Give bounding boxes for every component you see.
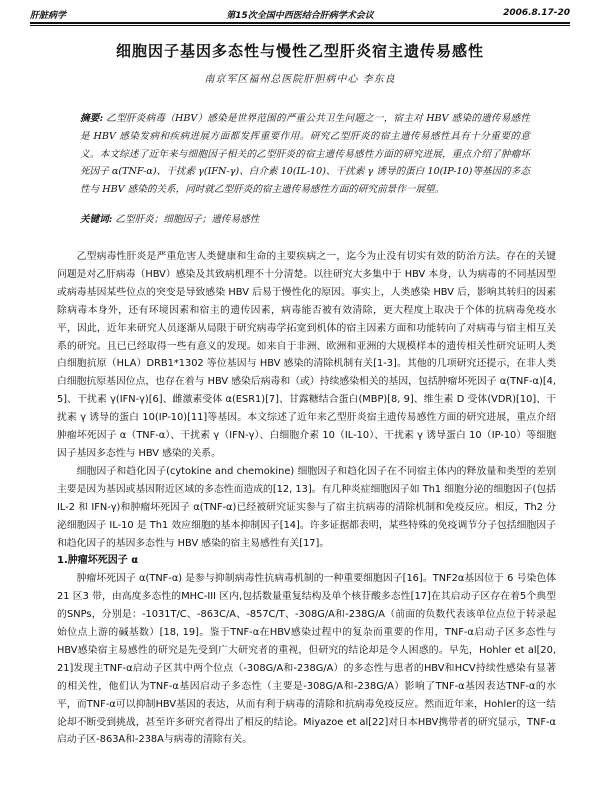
- header-left: 肝脏病学: [30, 11, 67, 21]
- abstract-text: 乙型肝炎病毒（HBV）感染是世界范围的严重公共卫生问题之一，宿主对 HBV 感染的遗传易感性是 HBV 感染发病和疾病进展方面都发挥重要作用。研究乙型肝炎的宿主遗传易感性具有十分重要的意义。本文综述了近年来与细胞因子相关的乙型肝炎的宿主遗传易感性方面的研究进展，重点介绍了肿瘤坏死因子 α(TNF-α)、干扰素 γ(IFN-γ)、白介素 10(IL-10)、干扰素 γ 诱导的蛋白 10(IP-10)等基因的多态性与 HBV 感染的关系，同时就乙型肝炎的宿主遗传易感性方面的研究前景作一展望。: [80, 113, 530, 196]
- abstract-label: 摘要:: [80, 113, 104, 124]
- main-body: [57, 248, 556, 749]
- intro-paragraph-1: 乙型病毒性肝炎是严重危害人类健康和生命的主要疾病之一，迄今为止没有切实有效的防治方法。存在的关键问题是对乙肝病毒（HBV）感染及其致病机理不十分清楚。以往研究大多集中于 HBV 本身，认为病毒的不同基因型或病毒基因某些位点的突变是导致感染 HBV 后易于慢性化的原因。事实上，人类感染 HBV 后，影响其转归的因素除病毒本身外，还有环境因素和宿主的遗传因素，病毒能否被有效清除，更大程度上取决于个体的抗病毒免疫水平，因此，近年来研究人员逐渐从局限于研究病毒学拓宽到机体的宿主因素方面和功能转向了对病毒与宿主相互关系的研究。且已已经取得一些有意义的发现。如来自于非洲、欧洲和亚洲的大规模样本的遗传相关性研究证明人类白细胞抗原（HLA）DRB1*1302 等位基因与 HBV 感染的清除机制有关[1-3]。其他的几项研究还提示，在非人类白细胞抗原基因位点，也存在着与 HBV 感染后病毒和（或）持续感染相关的基因，包括肿瘤坏死因子 α(TNF-α)[4, 5]、干扰素 γ(IFN-γ)[6]、雌激素受体 α(ESR1)[7]、甘露糖结合蛋白(MBP)[8, 9]、维生素 D 受体(VDR)[10]、干扰素 γ 诱导的蛋白 10(IP-10)[11]等基因。本文综述了近年来乙型肝炎宿主遗传易感性方面的研究进展，重点介绍肿瘤坏死因子 α（TNF-α）、干扰素 γ（IFN-γ）、白细胞介素 10（IL-10）、干扰素 γ 诱导蛋白 10（IP-10）等细胞因子基因多态性与 HBV 感染的关系。: [57, 251, 556, 459]
- abstract: [80, 110, 530, 199]
- article-title: 细胞因子基因多态性与慢性乙型肝炎宿主遗传易感性: [115, 42, 484, 60]
- header-center: 第15次全国中西医结合肝病学术会议: [226, 11, 374, 21]
- keywords-label: 关键词:: [80, 214, 113, 225]
- keywords-text: 乙型肝炎；细胞因子；遗传易感性: [115, 214, 260, 225]
- intro-paragraph-2: 细胞因子和趋化因子(cytokine and chemokine) 细胞因子和趋化因子在不同宿主体内的释放量和类型的差别主要是因为基因或基因附近区域的多态性而造成的[12, 13]。有几种炎症细胞因子如 Th1 细胞分泌的细胞因子(包括 IL-2 和 IFN-γ)和肿瘤坏死因子 α(TNF-α)已经被研究证实参与了宿主抗病毒的清除机制和免疫反应。相反，Th2 分泌细胞因子 IL-10 是 Th1 效应细胞的基本抑制因子[14]。许多证据都表明，某些特殊的免疫调节分子包括细胞因子和趋化因子的基因多态性与 HBV 感染的宿主易感性有关[17]。: [57, 465, 556, 549]
- header-right: 2006.8.17-20: [503, 8, 570, 18]
- header-rule-thick: [30, 22, 570, 24]
- section-1-paragraph: 肿瘤坏死因子 α(TNF-α) 是参与抑制病毒性抗病毒机制的一种重要细胞因子[16]。TNF2α基因位于 6 号染色体21 区3 带，由高度多态性的MHC-III 区内,包括数量重复结构及单个核苷酸多态性[17]在其启动子区存在着5个典型的SNPs，分别是：-1031T/C、-863C/A、-857C/T、-308G/A和-238G/A（前面的负数代表该单位点位于转录起始位点上游的碱基数）[18, 19]。鉴于TNF-α在HBV感染过程中的复杂而重要的作用，TNF-α启动子区多态性与HBV感染宿主易感性的研究是先受到广大研究者的重视，但研究的结论却是令人困惑的。早先，Hohler et al[20, 21]发现主TNF-α启动子区其中两个位点（-308G/A和-238G/A）的多态性与患者的HBV和HCV持续性感染有显著的相关性，他们认为TNF-α基因启动子多态性（主要是-308G/A和-238G/A）影响了TNF-α基因表达TNF-α的水平，而TNF-α可以抑制HBV基因的表达，从而有利于病毒的清除和抗病毒免疫反应。然而近年来，Hohler的这一结论却不断受到挑战，甚至许多研究者得出了相反的结论。Miyazoe et al[22]对日本HBV携带者的研究显示，TNF-α启动子区-863A和-238A与病毒的清除有关。: [57, 573, 556, 746]
- keywords: [80, 212, 530, 228]
- section-1-heading: 1.肿瘤坏死因子 α: [57, 555, 139, 567]
- header-rule-thin: [30, 25, 570, 26]
- author-affiliation: 南京军区福州总医院肝胆病中心 李东良: [204, 74, 396, 85]
